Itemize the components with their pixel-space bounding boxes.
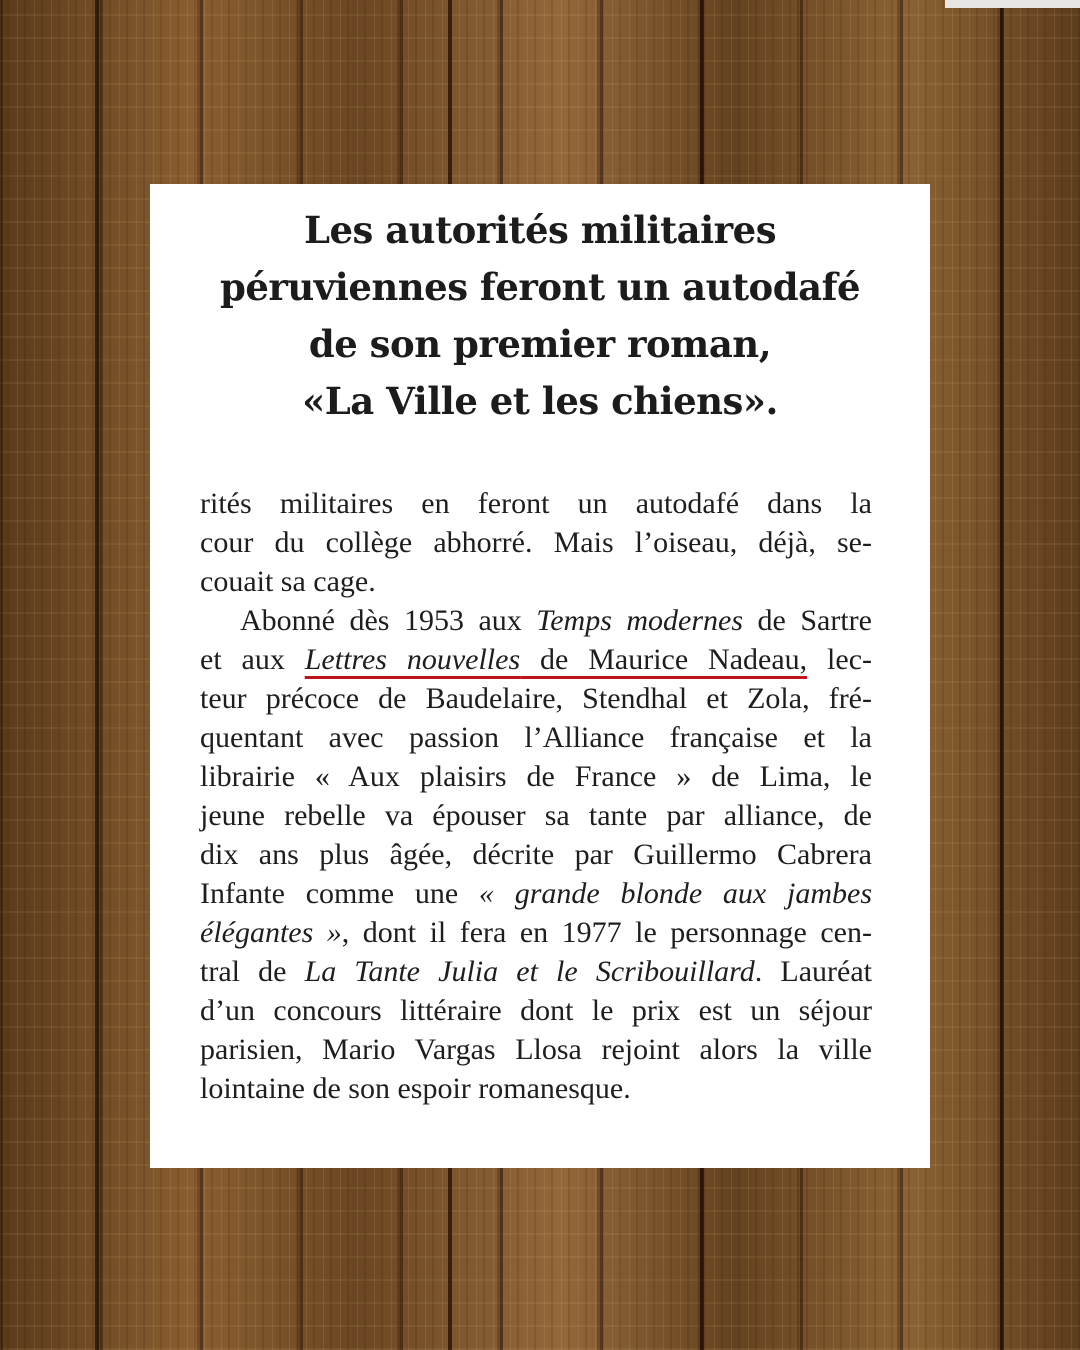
text-run: tral de xyxy=(200,955,305,988)
body-line: dix ans plus âgée, décrite par Guillermo Cabrera xyxy=(200,838,872,871)
body-line xyxy=(200,640,872,679)
body-line: teur précoce de Baudelaire, Stendhal et Zola, fré- xyxy=(200,682,872,715)
wood-plank-seam xyxy=(95,0,99,1350)
article-clipping xyxy=(150,184,930,1168)
body-line xyxy=(200,874,872,913)
quotation: élégantes » xyxy=(200,916,342,949)
text-run: de Sartre xyxy=(743,604,872,637)
body-line xyxy=(200,952,872,991)
headline-line: Les autorités militaires xyxy=(303,208,777,252)
wood-plank-seam xyxy=(1000,0,1004,1350)
pull-quote-headline xyxy=(190,202,890,430)
text-run: Abonné dès 1953 aux xyxy=(240,604,537,637)
body-line: couait sa cage. xyxy=(200,565,376,598)
magazine-title: Lettres nouvelles xyxy=(304,643,521,676)
body-line: lointaine de son espoir romanesque. xyxy=(200,1072,631,1105)
text-run: de Maurice Nadeau, xyxy=(520,643,808,676)
body-line xyxy=(200,601,872,640)
quotation: « grande blonde aux jambes xyxy=(478,877,873,910)
body-line: cour du collège abhorré. Mais l’oiseau, déjà, se- xyxy=(200,526,872,559)
book-title: La Tante Julia et le Scribouillard xyxy=(304,955,755,988)
body-line: parisien, Mario Vargas Llosa rejoint alors la ville xyxy=(200,1033,872,1066)
body-line: librairie « Aux plaisirs de France » de Lima, le xyxy=(200,760,872,793)
headline-line: «La Ville et les chiens». xyxy=(302,379,778,423)
red-underlined-passage xyxy=(305,643,807,676)
body-line xyxy=(200,913,872,952)
text-run: et aux xyxy=(200,643,305,676)
paper-edge-corner xyxy=(945,0,1080,8)
text-run: lec- xyxy=(807,643,873,676)
body-line: d’un concours littéraire dont le prix est un séjour xyxy=(200,994,872,1027)
text-run: , dont il fera en 1977 le personnage cen- xyxy=(341,916,872,949)
text-run: . Lauréat xyxy=(754,955,872,988)
text-run: Infante comme une xyxy=(200,877,479,910)
body-line: quentant avec passion l’Alliance française et la xyxy=(200,721,872,754)
headline-line: péruviennes feront un autodafé xyxy=(219,265,861,309)
article-body xyxy=(200,484,872,1108)
magazine-title: Temps modernes xyxy=(536,604,744,637)
body-line: rités militaires en feront un autodafé dans la xyxy=(200,487,872,520)
body-line: jeune rebelle va épouser sa tante par alliance, de xyxy=(200,799,872,832)
headline-line: de son premier roman, xyxy=(308,322,772,366)
